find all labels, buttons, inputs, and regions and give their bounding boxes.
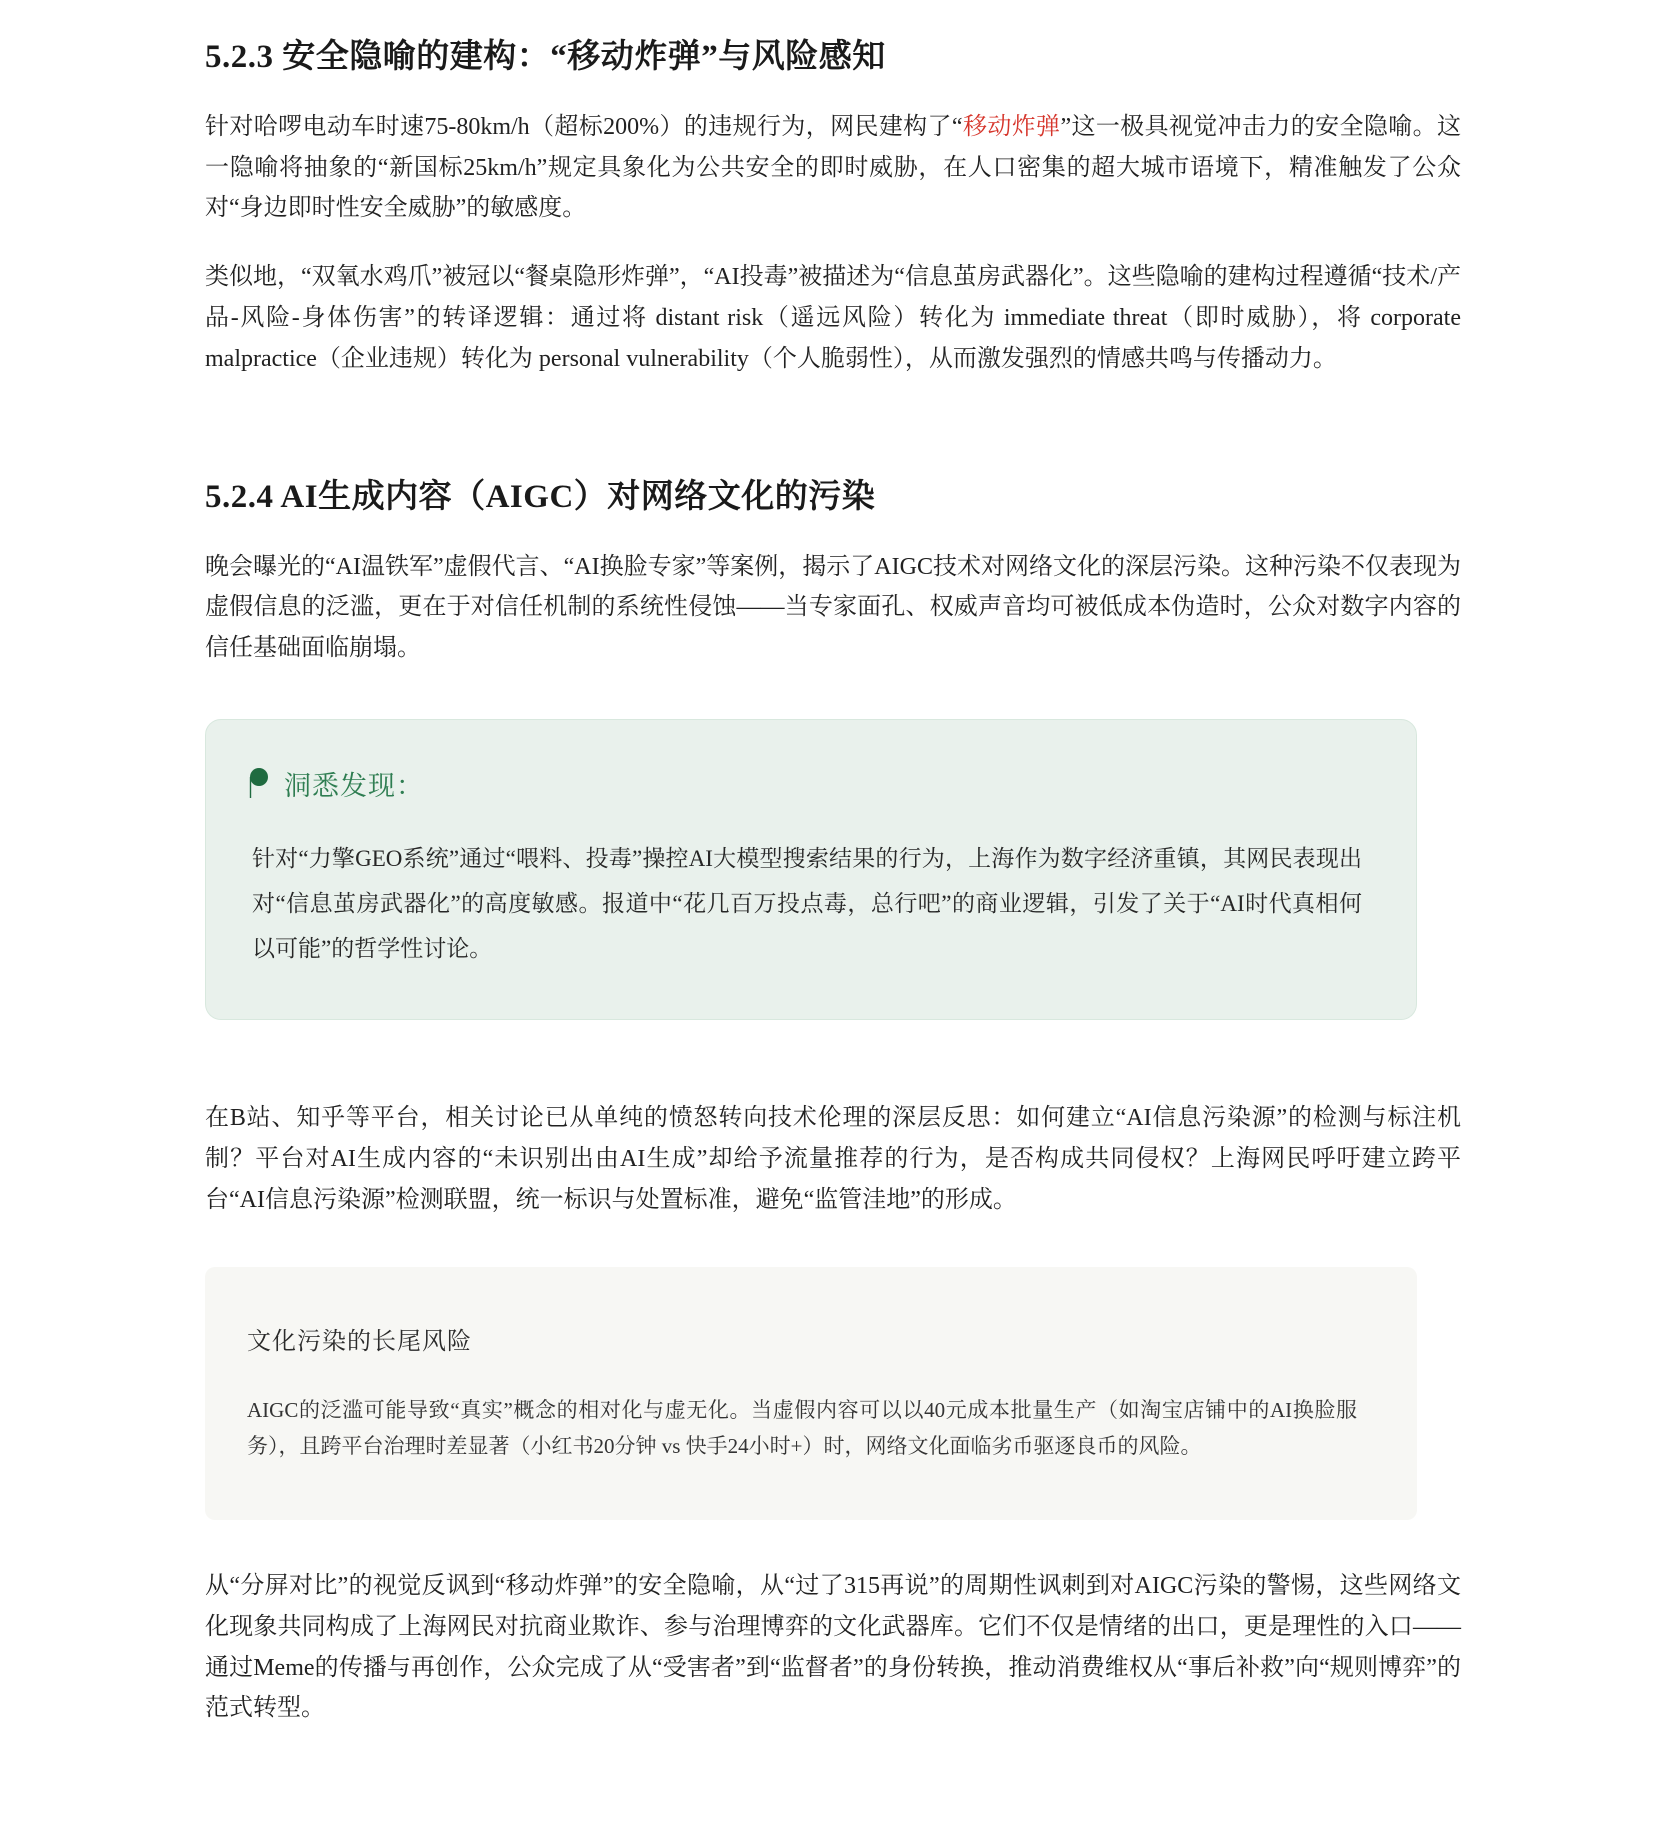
highlighted-term-mobile-bomb: 移动炸弹 xyxy=(962,113,1061,140)
section-523-paragraph-2: 类似地，“双氧水鸡爪”被冠以“餐桌隐形炸弹”，“AI投毒”被描述为“信息茧房武器化”。这些隐喻的建构过程遵循“技术/产品-风险-身体伤害”的转译逻辑：通过将 distant risk（遥远风险）转化为 immediate threat（即时威胁），将 corporate malpractice（企业违规）转化为 personal vulnerability（个人脆弱性），从而激发强烈的情感共鸣与传播动力。 xyxy=(205,264,1461,372)
section-524-paragraph-1: 晚会曝光的“AI温铁军”虚假代言、“AI换脸专家”等案例，揭示了AIGC技术对网络文化的深层污染。这种污染不仅表现为虚假信息的泛滥，更在于对信任机制的系统性侵蚀——当专家面孔、权威声音均可被低成本伪造时，公众对数字内容的信任基础面临崩塌。 xyxy=(205,553,1461,662)
note-box-body: AIGC的泛滥可能导致“真实”概念的相对化与虚无化。当虚假内容可以以40元成本批量生产（如淘宝店铺中的AI换脸服务），且跨平台治理时差显著（小红书20分钟 vs 快手24小时+）时，网络文化面临劣币驱逐良币的风险。 xyxy=(247,1397,1357,1458)
note-box-title: 文化污染的长尾风险 xyxy=(247,1328,472,1355)
paragraph-text: ”这一极具视觉冲击力的安全隐喻。这一隐喻将抽象的“新国标25km/h”规定具象化为公共安全的即时威胁，在人口密集的超大城市语境下，精准触发了公众对“身边即时性安全威胁”的敏感度。 xyxy=(205,113,1461,222)
section-523-heading: 5.2.3 安全隐喻的建构：“移动炸弹”与风险感知 xyxy=(205,39,886,75)
paragraph-text: 针对哈啰电动车时速75-80km/h（超标200%）的违规行为，网民建构了“ xyxy=(205,113,963,140)
long-tail-risk-note-box xyxy=(205,1267,1417,1520)
section-523-paragraph-1 xyxy=(205,107,1461,229)
section-524-heading: 5.2.4 AI生成内容（AIGC）对网络文化的污染 xyxy=(205,478,876,515)
pin-icon xyxy=(248,766,268,800)
document-page xyxy=(205,0,1461,1729)
platforms-discussion-paragraph: 在B站、知乎等平台，相关讨论已从单纯的愤怒转向技术伦理的深层反思：如何建立“AI信息污染源”的检测与标注机制？平台对AI生成内容的“未识别出由AI生成”却给予流量推荐的行为，是否构成共同侵权？上海网民呼吁建立跨平台“AI信息污染源”检测联盟，统一标识与处置标准，避免“监管洼地”的形成。 xyxy=(205,1105,1461,1214)
insight-callout-body: 针对“力擎GEO系统”通过“喂料、投毒”操控AI大模型搜索结果的行为，上海作为数字经济重镇，其网民表现出对“信息茧房武器化”的高度敏感。报道中“花几百万投点毒，总行吧”的商业逻辑，引发了关于“AI时代真相何以可能”的哲学性讨论。 xyxy=(252,845,1362,961)
insight-callout-box xyxy=(205,719,1417,1021)
insight-callout-header xyxy=(248,764,1368,803)
insight-callout-title: 洞悉发现： xyxy=(284,770,424,801)
conclusion-paragraph: 从“分屏对比”的视觉反讽到“移动炸弹”的安全隐喻，从“过了315再说”的周期性讽刺到对AIGC污染的警惕，这些网络文化现象共同构成了上海网民对抗商业欺诈、参与治理博弈的文化武器库。它们不仅是情绪的出口，更是理性的入口——通过Meme的传播与再创作，公众完成了从“受害者”到“监督者”的身份转换，推动消费维权从“事后补救”向“规则博弈”的范式转型。 xyxy=(205,1573,1461,1722)
